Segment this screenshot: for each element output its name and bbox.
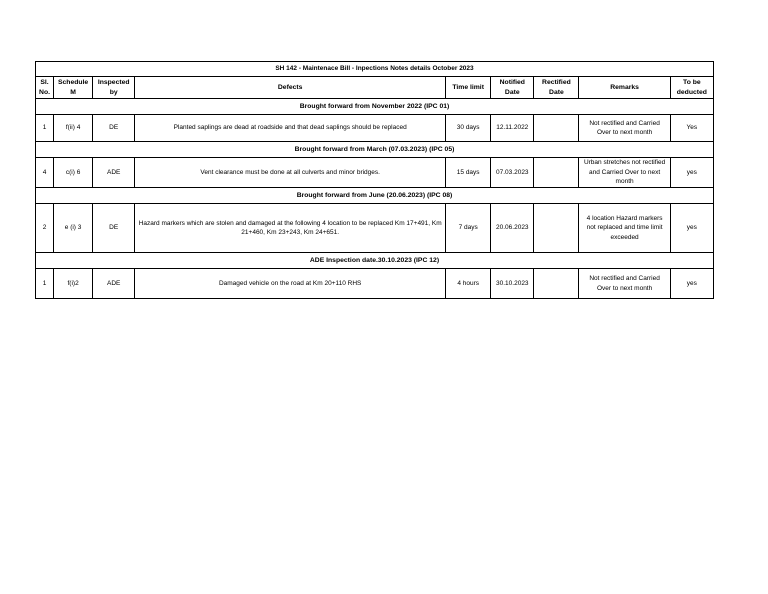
cell-time-limit: 15 days (446, 158, 491, 188)
cell-notified-date: 30.10.2023 (491, 269, 534, 299)
section-heading: Brought forward from November 2022 (IPC 01) (36, 99, 714, 115)
header-schedule: Schedule M (54, 77, 93, 99)
cell-sl-no: 4 (36, 158, 54, 188)
cell-schedule: f(i)2 (54, 269, 93, 299)
table-row (36, 204, 714, 253)
cell-schedule: c(i) 6 (54, 158, 93, 188)
section-heading-row (36, 253, 714, 269)
header-to-be-deducted: To be deducted (670, 77, 713, 99)
cell-remarks: Not rectified and Carried Over to next month (579, 269, 670, 299)
cell-schedule: f(ii) 4 (54, 115, 93, 142)
cell-remarks: Urban stretches not rectified and Carried Over to next month (579, 158, 670, 188)
section-heading-row (36, 142, 714, 158)
section-heading-row (36, 99, 714, 115)
cell-defects: Hazard markers which are stolen and damaged at the following 4 location to be replaced Km 17+491, Km 21+460, Km 23+243, Km 24+651. (135, 204, 446, 253)
sheet-title: SH 142 - Maintenace Bill - Inpections Notes details October 2023 (36, 62, 714, 77)
header-inspected-by: Inspected by (93, 77, 135, 99)
cell-rectified-date (534, 204, 579, 253)
cell-remarks: Not rectified and Carried Over to next month (579, 115, 670, 142)
header-defects: Defects (135, 77, 446, 99)
cell-schedule: e (i) 3 (54, 204, 93, 253)
cell-to-be-deducted: yes (670, 158, 713, 188)
header-sl-no: Sl. No. (36, 77, 54, 99)
cell-to-be-deducted: Yes (670, 115, 713, 142)
header-rectified-date: Rectified Date (534, 77, 579, 99)
cell-inspected-by: DE (93, 204, 135, 253)
cell-rectified-date (534, 158, 579, 188)
header-row (36, 77, 714, 99)
table-row (36, 269, 714, 299)
cell-to-be-deducted: yes (670, 204, 713, 253)
cell-defects: Planted saplings are dead at roadside and that dead saplings should be replaced (135, 115, 446, 142)
cell-defects: Vent clearance must be done at all culverts and minor bridges. (135, 158, 446, 188)
cell-to-be-deducted: yes (670, 269, 713, 299)
cell-rectified-date (534, 115, 579, 142)
cell-inspected-by: ADE (93, 269, 135, 299)
cell-sl-no: 2 (36, 204, 54, 253)
section-heading: ADE Inspection date.30.10.2023 (IPC 12) (36, 253, 714, 269)
header-remarks: Remarks (579, 77, 670, 99)
cell-inspected-by: DE (93, 115, 135, 142)
cell-defects: Damaged vehicle on the road at Km 20+110 RHS (135, 269, 446, 299)
cell-time-limit: 30 days (446, 115, 491, 142)
inspection-notes-table (35, 61, 714, 299)
cell-sl-no: 1 (36, 269, 54, 299)
section-heading: Brought forward from March (07.03.2023) (IPC 05) (36, 142, 714, 158)
cell-rectified-date (534, 269, 579, 299)
section-heading: Brought forward from June (20.06.2023) (IPC 08) (36, 188, 714, 204)
cell-remarks: 4 location Hazard markers not replaced and time limit exceeded (579, 204, 670, 253)
header-time-limit: Time limit (446, 77, 491, 99)
cell-notified-date: 12.11.2022 (491, 115, 534, 142)
cell-time-limit: 4 hours (446, 269, 491, 299)
cell-time-limit: 7 days (446, 204, 491, 253)
cell-inspected-by: ADE (93, 158, 135, 188)
cell-notified-date: 20.06.2023 (491, 204, 534, 253)
table-row (36, 158, 714, 188)
table-row (36, 115, 714, 142)
cell-sl-no: 1 (36, 115, 54, 142)
header-notified-date: Notified Date (491, 77, 534, 99)
section-heading-row (36, 188, 714, 204)
cell-notified-date: 07.03.2023 (491, 158, 534, 188)
